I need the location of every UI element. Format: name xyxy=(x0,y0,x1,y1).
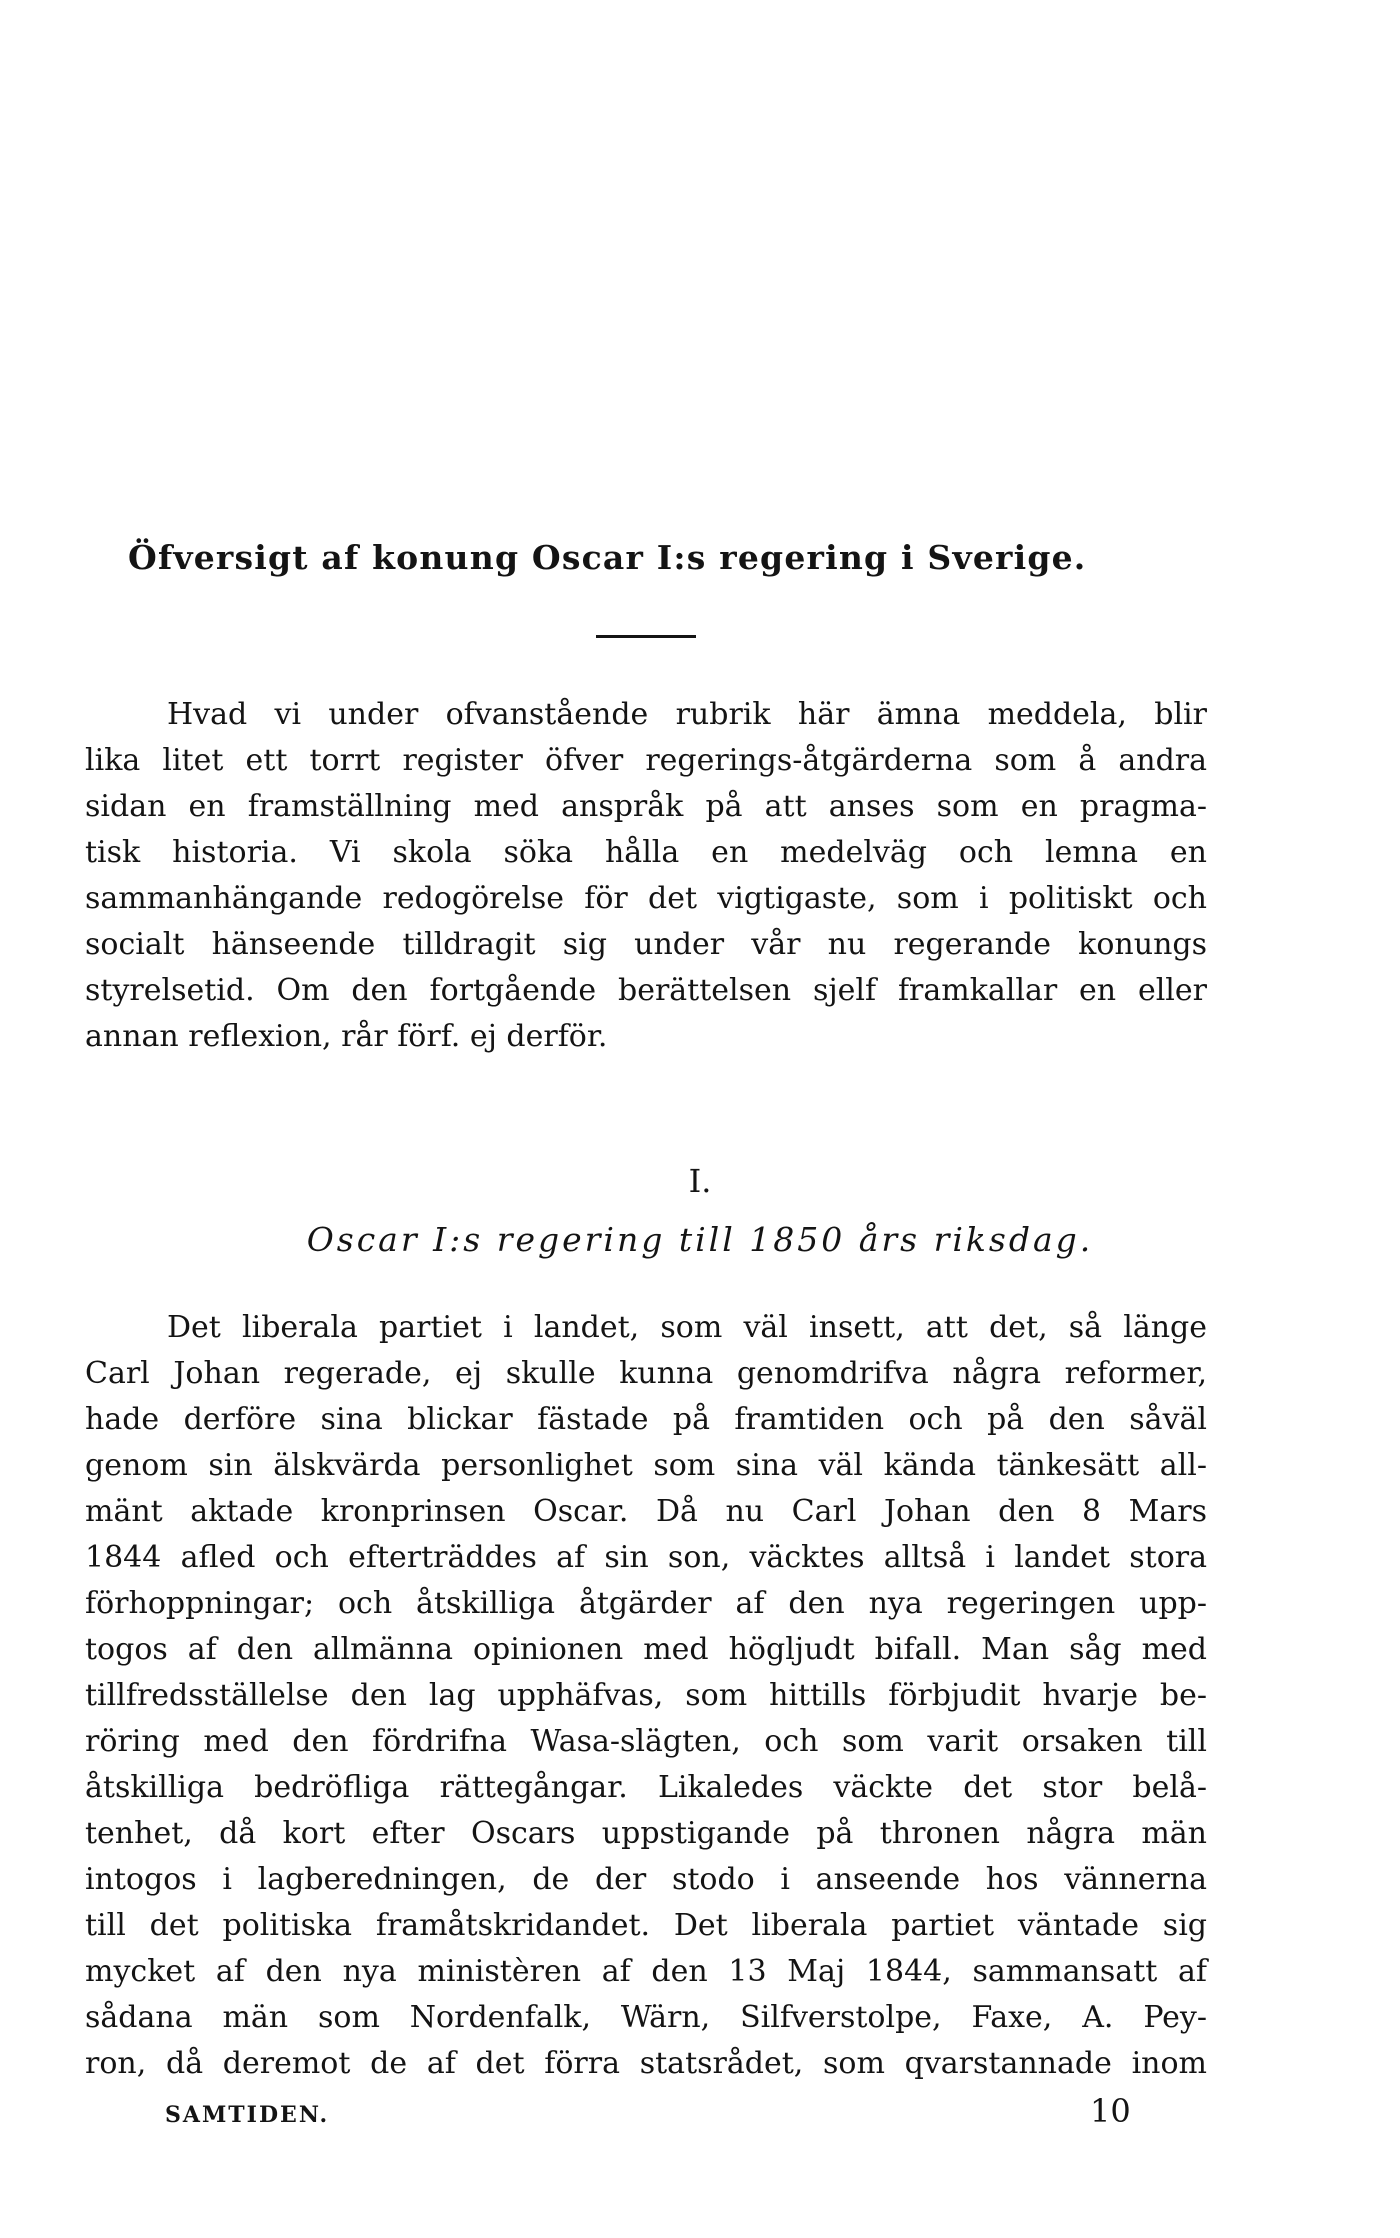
section-title: Oscar I:s regering till 1850 års riksdag. xyxy=(306,1220,1094,1259)
text-line: intogos i lagberedningen, de der stodo i anseende hos vännerna xyxy=(85,1862,1207,1897)
text-line: hade derföre sina blickar fästade på framtiden och på den såväl xyxy=(85,1402,1207,1437)
text-line: mycket af den nya ministèren af den 13 Maj 1844, sammansatt af xyxy=(85,1954,1207,1989)
section-number: I. xyxy=(688,1162,712,1200)
text-line: lika litet ett torrt register öfver regerings-åtgärderna som å andra xyxy=(85,743,1207,778)
page-number: 10 xyxy=(1090,2092,1131,2130)
text-line: Det liberala partiet i landet, som väl insett, att det, så länge xyxy=(167,1310,1207,1345)
text-line: genom sin älskvärda personlighet som sina väl kända tänkesätt all- xyxy=(85,1448,1207,1483)
article-title: Öfversigt af konung Oscar I:s regering i Sverige. xyxy=(128,538,1087,577)
text-line: ron, då deremot de af det förra statsrådet, som qvarstannade inom xyxy=(85,2046,1207,2081)
text-line: åtskilliga bedröfliga rättegångar. Likaledes väckte det stor belå- xyxy=(85,1770,1207,1805)
text-line: sidan en framställning med anspråk på att anses som en pragma- xyxy=(85,789,1207,824)
text-line: mänt aktade kronprinsen Oscar. Då nu Carl Johan den 8 Mars xyxy=(85,1494,1207,1529)
text-line: togos af den allmänna opinionen med högljudt bifall. Man såg med xyxy=(85,1632,1207,1667)
footer-signature: SAMTIDEN. xyxy=(165,2102,330,2128)
text-line: 1844 afled och efterträddes af sin son, väcktes alltså i landet stora xyxy=(85,1540,1207,1575)
text-line: annan reflexion, rår förf. ej derför. xyxy=(85,1019,608,1054)
text-line: tillfredsställelse den lag upphäfvas, som hittills förbjudit hvarje be- xyxy=(85,1678,1207,1713)
title-divider xyxy=(596,635,696,638)
text-line: Hvad vi under ofvanstående rubrik här ämna meddela, blir xyxy=(167,697,1207,732)
text-line: sådana män som Nordenfalk, Wärn, Silfverstolpe, Faxe, A. Pey- xyxy=(85,2000,1207,2035)
text-line: tisk historia. Vi skola söka hålla en medelväg och lemna en xyxy=(85,835,1207,870)
text-line: röring med den fördrifna Wasa-slägten, och som varit orsaken till xyxy=(85,1724,1207,1759)
text-line: Carl Johan regerade, ej skulle kunna genomdrifva några reformer, xyxy=(85,1356,1207,1391)
text-line: till det politiska framåtskridandet. Det liberala partiet väntade sig xyxy=(85,1908,1207,1943)
text-line: socialt hänseende tilldragit sig under vår nu regerande konungs xyxy=(85,927,1207,962)
text-line: styrelsetid. Om den fortgående berättelsen sjelf framkallar en eller xyxy=(85,973,1207,1008)
text-line: sammanhängande redogörelse för det vigtigaste, som i politiskt och xyxy=(85,881,1207,916)
text-line: förhoppningar; och åtskilliga åtgärder af den nya regeringen upp- xyxy=(85,1586,1207,1621)
text-line: tenhet, då kort efter Oscars uppstigande på thronen några män xyxy=(85,1816,1207,1851)
